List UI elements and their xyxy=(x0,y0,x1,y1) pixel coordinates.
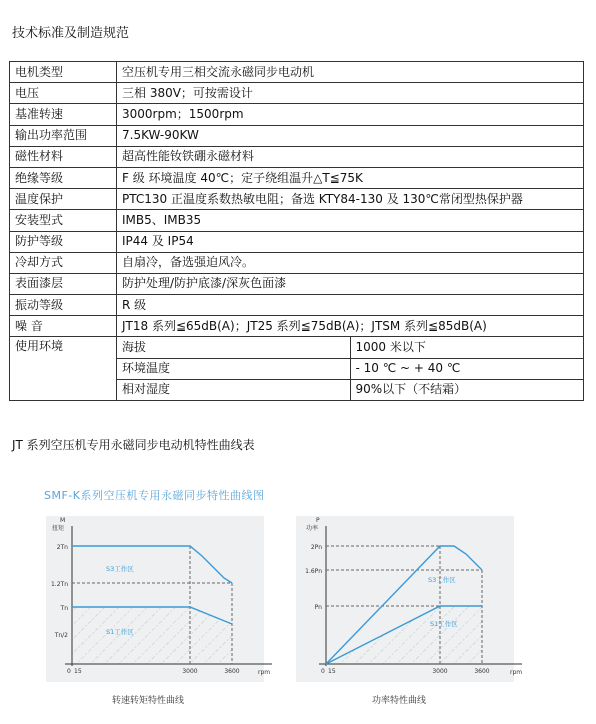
spec-row xyxy=(10,125,584,146)
spec-row xyxy=(10,62,584,83)
xtick-15: 15 xyxy=(328,668,336,675)
s1-region-label: S1工作区 xyxy=(106,628,134,636)
chart-group-title: SMF-K系列空压机专用永磁同步特性曲线图 xyxy=(44,489,265,502)
spec-value: 三相 380V；可按需设计 xyxy=(117,83,584,104)
xtick-3000: 3000 xyxy=(432,668,448,675)
spec-label: 绝缘等级 xyxy=(10,167,117,188)
spec-row xyxy=(10,167,584,188)
s3-region-label: S3工作区 xyxy=(428,576,456,584)
spec-row xyxy=(10,273,584,294)
env-sub-label: 海拔 xyxy=(117,337,351,358)
env-sub-value: 90%以下（不结霜） xyxy=(350,379,584,400)
spec-row xyxy=(10,252,584,273)
spec-label: 电压 xyxy=(10,83,117,104)
spec-label: 表面漆层 xyxy=(10,273,117,294)
spec-value: 自扇冷，备选强迫风冷。 xyxy=(117,252,584,273)
s1-region-label: S1工作区 xyxy=(430,620,458,628)
spec-table xyxy=(9,61,584,401)
ytick-1-6pn: 1.6Pn xyxy=(305,568,322,575)
spec-value: 3000rpm；1500rpm xyxy=(117,104,584,125)
spec-label: 安装型式 xyxy=(10,210,117,231)
spec-value: R 级 xyxy=(117,295,584,316)
spec-row xyxy=(10,231,584,252)
spec-label: 噪 音 xyxy=(10,316,117,337)
y-axis-label-m: M xyxy=(60,517,66,524)
spec-value: IMB5、IMB35 xyxy=(117,210,584,231)
spec-row xyxy=(10,104,584,125)
ytick-tn2: Tn/2 xyxy=(54,632,68,639)
spec-value: 空压机专用三相交流永磁同步电动机 xyxy=(117,62,584,83)
ytick-2tn: 2Tn xyxy=(56,544,68,551)
env-sub-label: 环境温度 xyxy=(117,358,351,379)
xtick-3600: 3600 xyxy=(224,668,240,675)
section-title-standards: 技术标准及制造规范 xyxy=(12,26,130,41)
x-axis-label: rpm xyxy=(510,669,523,676)
ytick-1-2tn: 1.2Tn xyxy=(50,581,68,588)
spec-row xyxy=(10,83,584,104)
xtick-3000: 3000 xyxy=(182,668,198,675)
section-title-curves: JT 系列空压机专用永磁同步电动机特性曲线表 xyxy=(12,438,255,452)
torque-chart-caption: 转速转矩特性曲线 xyxy=(112,696,185,706)
torque-chart xyxy=(40,516,284,694)
spec-row xyxy=(10,316,584,337)
xtick-0: 0 xyxy=(67,668,71,675)
s1-hatch-area xyxy=(72,607,232,664)
ytick-tn: Tn xyxy=(60,605,68,612)
spec-value: 防护处理/防护底漆/深灰色面漆 xyxy=(117,273,584,294)
xtick-15: 15 xyxy=(74,668,82,675)
ytick-pn: Pn xyxy=(314,604,322,611)
spec-value: 超高性能钕铁硼永磁材料 xyxy=(117,146,584,167)
spec-row xyxy=(10,189,584,210)
xtick-0: 0 xyxy=(321,668,325,675)
spec-label: 防护等级 xyxy=(10,231,117,252)
spec-row xyxy=(10,210,584,231)
env-label: 使用环境 xyxy=(10,337,117,401)
env-row xyxy=(10,337,584,358)
spec-row xyxy=(10,295,584,316)
x-axis-label: rpm xyxy=(258,669,271,676)
env-sub-value: 1000 米以下 xyxy=(350,337,584,358)
spec-value: PTC130 正温度系数热敏电阻；备选 KTY84-130 及 130℃常闭型热保护器 xyxy=(117,189,584,210)
power-chart xyxy=(290,516,534,694)
spec-label: 温度保护 xyxy=(10,189,117,210)
env-sub-value: - 10 ℃ ~ + 40 ℃ xyxy=(350,358,584,379)
spec-value: 7.5KW-90KW xyxy=(117,125,584,146)
y-axis-label-p: P xyxy=(316,517,320,524)
spec-row xyxy=(10,146,584,167)
y-axis-label-torque: 扭矩 xyxy=(52,525,65,532)
spec-label: 电机类型 xyxy=(10,62,117,83)
spec-label: 振动等级 xyxy=(10,295,117,316)
spec-value: JT18 系列≦65dB(A)；JT25 系列≦75dB(A)；JTSM 系列≦85dB(A) xyxy=(117,316,584,337)
env-sub-label: 相对湿度 xyxy=(117,379,351,400)
spec-label: 冷却方式 xyxy=(10,252,117,273)
spec-value: F 级 环境温度 40℃；定子绕组温升△T≦75K xyxy=(117,167,584,188)
spec-label: 基准转速 xyxy=(10,104,117,125)
ytick-2pn: 2Pn xyxy=(310,544,322,551)
spec-label: 输出功率范围 xyxy=(10,125,117,146)
s3-region-label: S3工作区 xyxy=(106,565,134,573)
y-axis-label-power: 功率 xyxy=(306,525,319,532)
power-chart-caption: 功率特性曲线 xyxy=(372,696,427,706)
spec-value: IP44 及 IP54 xyxy=(117,231,584,252)
xtick-3600: 3600 xyxy=(474,668,490,675)
spec-label: 磁性材料 xyxy=(10,146,117,167)
